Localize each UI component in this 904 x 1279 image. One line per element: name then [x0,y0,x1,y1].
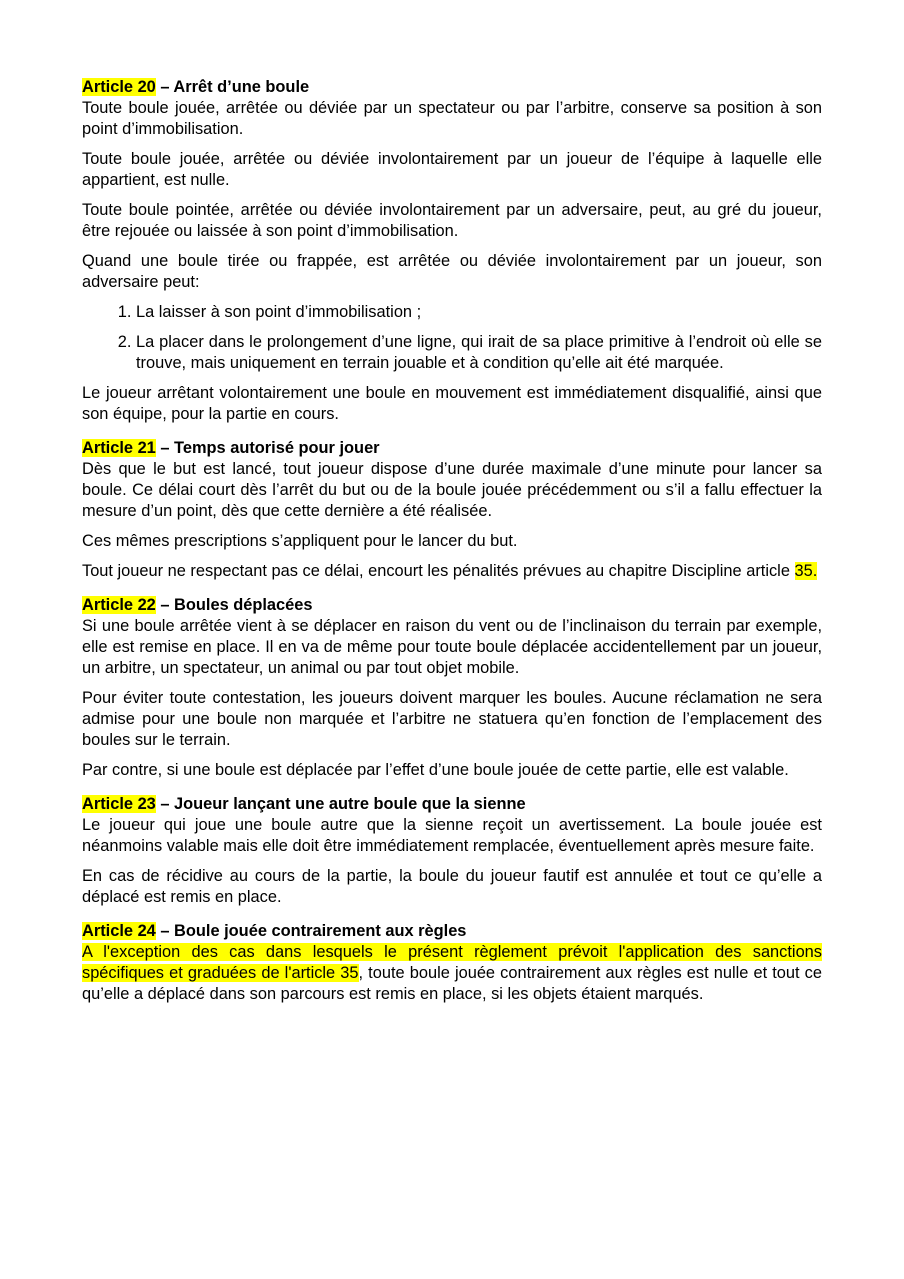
article-title: – Boules déplacées [155,596,313,614]
article-21 [82,438,822,582]
highlighted-text: A l'exception des cas dans lesquels le présent règlement prévoit l'application des sanctions spécifiques et graduées de l'article 35 [82,943,822,982]
paragraph: Par contre, si une boule est déplacée par l’effet d’une boule jouée de cette partie, elle est valable. [82,761,789,779]
paragraph: Si une boule arrêtée vient à se déplacer en raison du vent ou de l’inclinaison du terrain par exemple, elle est remise en place. Il en va de même pour toute boule déplacée accidentellement par un joueur, un arbitre, un spectateur, un animal ou par tout objet mobile. [82,617,822,677]
paragraph-text: Tout joueur ne respectant pas ce délai, encourt les pénalités prévues au chapitre Discipline article [82,562,795,580]
article-reference: 35. [794,562,818,580]
article-number: Article 20 [82,78,156,96]
paragraph: Le joueur qui joue une boule autre que la sienne reçoit un avertissement. La boule jouée est néanmoins valable mais elle doit être immédiatement remplacée, éventuellement après mesure faite. [82,816,822,855]
article-24 [82,921,822,1005]
article-22-heading [82,595,822,616]
article-title: – Temps autorisé pour jouer [155,439,380,457]
paragraph: Le joueur arrêtant volontairement une boule en mouvement est immédiatement disqualifié, ainsi que son équipe, pour la partie en cours. [82,384,822,423]
article-title: – Arrêt d’une boule [155,78,310,96]
article-number: Article 24 [82,922,156,940]
article-number: Article 21 [82,439,156,457]
paragraph: Ces mêmes prescriptions s’appliquent pour le lancer du but. [82,532,518,550]
list-item: 1. La laisser à son point d’immobilisation ; [136,302,822,323]
article-22 [82,595,822,781]
paragraph [82,942,822,1005]
article-20-heading [82,77,822,98]
paragraph [82,561,822,582]
article-23-heading [82,794,822,815]
article-title: – Joueur lançant une autre boule que la sienne [155,795,526,813]
article-number: Article 22 [82,596,156,614]
paragraph: Pour éviter toute contestation, les joueurs doivent marquer les boules. Aucune réclamation ne sera admise pour une boule non marquée et l’arbitre ne statuera qu’en fonction de l’emplacement des boules sur le terrain. [82,689,822,749]
paragraph: En cas de récidive au cours de la partie, la boule du joueur fautif est annulée et tout ce qu’elle a déplacé est remis en place. [82,867,822,906]
list-item: 2. La placer dans le prolongement d’une ligne, qui irait de sa place primitive à l’endroit où elle se trouve, mais uniquement en terrain jouable et à condition qu’elle ait été marquée. [136,332,822,374]
article-number: Article 23 [82,795,156,813]
article-23 [82,794,822,908]
paragraph: Toute boule jouée, arrêtée ou déviée involontairement par un joueur de l’équipe à laquelle elle appartient, est nulle. [82,150,822,189]
paragraph: Toute boule pointée, arrêtée ou déviée involontairement par un adversaire, peut, au gré du joueur, être rejouée ou laissée à son point d’immobilisation. [82,201,822,240]
article-title: – Boule jouée contrairement aux règles [155,922,467,940]
paragraph: Toute boule jouée, arrêtée ou déviée par un spectateur ou par l’arbitre, conserve sa position à son point d’immobilisation. [82,99,822,138]
paragraph-text: , toute boule jouée contrairement aux règles est nulle et tout ce qu’elle a déplacé dans son parcours est remis en place, si les objets étaient marqués. [82,964,822,1003]
article-20 [82,77,822,425]
article-21-heading [82,438,822,459]
paragraph: Quand une boule tirée ou frappée, est arrêtée ou déviée involontairement par un joueur, son adversaire peut: [82,252,822,291]
numbered-list [82,302,822,374]
article-24-heading [82,921,822,942]
paragraph: Dès que le but est lancé, tout joueur dispose d’une durée maximale d’une minute pour lancer sa boule. Ce délai court dès l’arrêt du but ou de la boule jouée précédemment ou s’il a fallu effectuer la mesure d’un point, dès que cette dernière a été réalisée. [82,460,822,520]
